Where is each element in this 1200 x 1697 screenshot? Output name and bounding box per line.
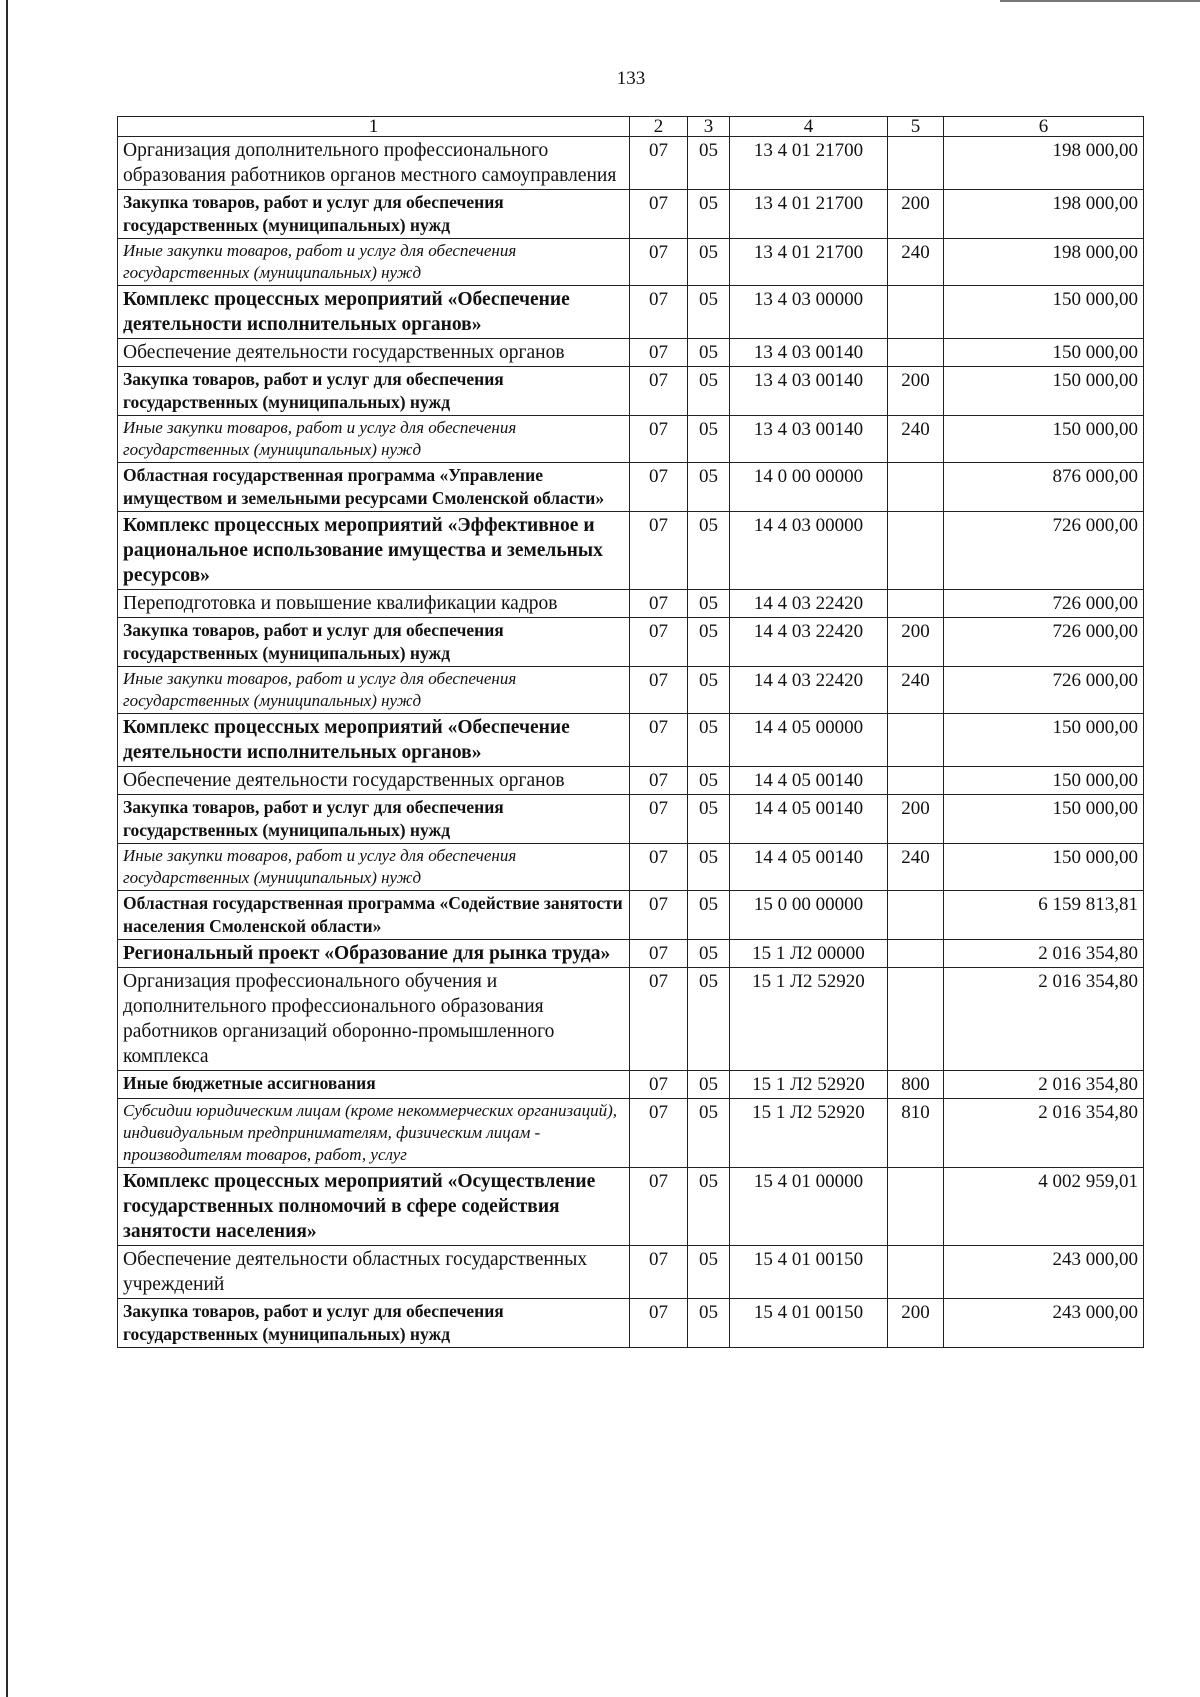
row-target-code: 14 4 03 22420	[730, 667, 888, 714]
row-name: Переподготовка и повышение квалификации кадров	[118, 590, 630, 618]
row-name: Региональный проект «Образование для рынка труда»	[118, 940, 630, 968]
row-expense-type	[888, 339, 944, 367]
row-amount: 4 002 959,01	[944, 1168, 1144, 1246]
row-target-code: 13 4 03 00140	[730, 339, 888, 367]
column-header: 1	[118, 117, 630, 137]
row-expense-type: 240	[888, 416, 944, 463]
row-subsection-code: 05	[688, 618, 730, 667]
row-section-code: 07	[630, 667, 688, 714]
row-target-code: 13 4 03 00140	[730, 416, 888, 463]
row-name: Комплекс процессных мероприятий «Эффективное и рациональное использование имущества и земельных ресурсов»	[118, 512, 630, 590]
row-subsection-code: 05	[688, 590, 730, 618]
row-expense-type: 810	[888, 1099, 944, 1168]
row-section-code: 07	[630, 239, 688, 286]
row-section-code: 07	[630, 1168, 688, 1246]
row-name: Иные закупки товаров, работ и услуг для обеспечения государственных (муниципальных) нужд	[118, 667, 630, 714]
table-row	[118, 1071, 1144, 1099]
row-section-code: 07	[630, 1299, 688, 1348]
row-expense-type	[888, 767, 944, 795]
table-row	[118, 239, 1144, 286]
column-header: 5	[888, 117, 944, 137]
row-amount: 6 159 813,81	[944, 891, 1144, 940]
row-subsection-code: 05	[688, 1299, 730, 1348]
row-section-code: 07	[630, 286, 688, 339]
row-amount: 2 016 354,80	[944, 940, 1144, 968]
row-amount: 243 000,00	[944, 1299, 1144, 1348]
row-expense-type	[888, 512, 944, 590]
table-row	[118, 339, 1144, 367]
table-row	[118, 190, 1144, 239]
row-section-code: 07	[630, 891, 688, 940]
row-target-code: 13 4 01 21700	[730, 137, 888, 190]
row-target-code: 15 0 00 00000	[730, 891, 888, 940]
row-amount: 150 000,00	[944, 795, 1144, 844]
table-row	[118, 714, 1144, 767]
row-amount: 150 000,00	[944, 339, 1144, 367]
row-amount: 726 000,00	[944, 590, 1144, 618]
row-name: Иные закупки товаров, работ и услуг для обеспечения государственных (муниципальных) нужд	[118, 239, 630, 286]
table-header-row	[118, 117, 1144, 137]
row-section-code: 07	[630, 968, 688, 1071]
row-expense-type	[888, 940, 944, 968]
column-header: 2	[630, 117, 688, 137]
row-expense-type	[888, 1168, 944, 1246]
row-amount: 150 000,00	[944, 844, 1144, 891]
row-expense-type: 240	[888, 667, 944, 714]
row-amount: 2 016 354,80	[944, 1071, 1144, 1099]
row-name: Комплекс процессных мероприятий «Обеспечение деятельности исполнительных органов»	[118, 714, 630, 767]
row-expense-type: 200	[888, 1299, 944, 1348]
table-row	[118, 367, 1144, 416]
row-name: Закупка товаров, работ и услуг для обеспечения государственных (муниципальных) нужд	[118, 367, 630, 416]
row-amount: 726 000,00	[944, 512, 1144, 590]
row-subsection-code: 05	[688, 239, 730, 286]
row-subsection-code: 05	[688, 137, 730, 190]
row-section-code: 07	[630, 844, 688, 891]
row-name: Закупка товаров, работ и услуг для обеспечения государственных (муниципальных) нужд	[118, 795, 630, 844]
row-target-code: 15 1 Л2 00000	[730, 940, 888, 968]
row-subsection-code: 05	[688, 286, 730, 339]
table-row	[118, 1099, 1144, 1168]
row-subsection-code: 05	[688, 795, 730, 844]
table-row	[118, 767, 1144, 795]
row-subsection-code: 05	[688, 512, 730, 590]
row-expense-type	[888, 968, 944, 1071]
row-section-code: 07	[630, 714, 688, 767]
row-target-code: 15 1 Л2 52920	[730, 1099, 888, 1168]
row-subsection-code: 05	[688, 367, 730, 416]
row-name: Закупка товаров, работ и услуг для обеспечения государственных (муниципальных) нужд	[118, 190, 630, 239]
row-expense-type: 200	[888, 618, 944, 667]
row-amount: 198 000,00	[944, 137, 1144, 190]
row-expense-type: 200	[888, 367, 944, 416]
row-amount: 150 000,00	[944, 416, 1144, 463]
row-subsection-code: 05	[688, 1168, 730, 1246]
table-row	[118, 416, 1144, 463]
row-amount: 150 000,00	[944, 286, 1144, 339]
row-amount: 726 000,00	[944, 667, 1144, 714]
table-row	[118, 968, 1144, 1071]
row-name: Обеспечение деятельности государственных органов	[118, 339, 630, 367]
row-target-code: 14 4 05 00000	[730, 714, 888, 767]
row-section-code: 07	[630, 512, 688, 590]
row-expense-type: 200	[888, 795, 944, 844]
row-section-code: 07	[630, 367, 688, 416]
page-number: 133	[616, 68, 646, 89]
row-section-code: 07	[630, 137, 688, 190]
row-section-code: 07	[630, 618, 688, 667]
row-amount: 150 000,00	[944, 367, 1144, 416]
table-row	[118, 618, 1144, 667]
row-amount: 876 000,00	[944, 463, 1144, 512]
table-row	[118, 1168, 1144, 1246]
row-name: Иные бюджетные ассигнования	[118, 1071, 630, 1099]
row-subsection-code: 05	[688, 1099, 730, 1168]
table-row	[118, 667, 1144, 714]
row-target-code: 14 4 03 00000	[730, 512, 888, 590]
table-row	[118, 795, 1144, 844]
row-target-code: 14 4 05 00140	[730, 795, 888, 844]
row-section-code: 07	[630, 1099, 688, 1168]
row-name: Организация профессионального обучения и дополнительного профессионального образования работников организаций оборонно-промышленного комплекса	[118, 968, 630, 1071]
row-amount: 150 000,00	[944, 767, 1144, 795]
row-subsection-code: 05	[688, 1246, 730, 1299]
scan-edge	[6, 0, 8, 1697]
row-amount: 726 000,00	[944, 618, 1144, 667]
row-target-code: 13 4 03 00000	[730, 286, 888, 339]
table-row	[118, 940, 1144, 968]
row-target-code: 13 4 01 21700	[730, 190, 888, 239]
row-target-code: 15 1 Л2 52920	[730, 1071, 888, 1099]
row-subsection-code: 05	[688, 1071, 730, 1099]
row-expense-type: 200	[888, 190, 944, 239]
row-expense-type: 240	[888, 844, 944, 891]
table-row	[118, 512, 1144, 590]
budget-table	[117, 116, 1144, 1348]
row-target-code: 14 4 05 00140	[730, 767, 888, 795]
row-name: Иные закупки товаров, работ и услуг для обеспечения государственных (муниципальных) нужд	[118, 416, 630, 463]
row-subsection-code: 05	[688, 339, 730, 367]
table-row	[118, 1246, 1144, 1299]
table-row	[118, 891, 1144, 940]
row-section-code: 07	[630, 190, 688, 239]
row-target-code: 13 4 03 00140	[730, 367, 888, 416]
row-subsection-code: 05	[688, 844, 730, 891]
row-subsection-code: 05	[688, 940, 730, 968]
row-expense-type	[888, 463, 944, 512]
row-amount: 2 016 354,80	[944, 1099, 1144, 1168]
row-target-code: 15 4 01 00150	[730, 1299, 888, 1348]
row-name: Комплекс процессных мероприятий «Осуществление государственных полномочий в сфере содействия занятости населения»	[118, 1168, 630, 1246]
row-section-code: 07	[630, 1071, 688, 1099]
table-row	[118, 590, 1144, 618]
row-subsection-code: 05	[688, 190, 730, 239]
row-target-code: 15 1 Л2 52920	[730, 968, 888, 1071]
row-expense-type	[888, 1246, 944, 1299]
row-expense-type	[888, 891, 944, 940]
row-section-code: 07	[630, 940, 688, 968]
scan-edge-top	[1000, 0, 1200, 2]
row-name: Организация дополнительного профессионального образования работников органов местного самоуправления	[118, 137, 630, 190]
table-row	[118, 286, 1144, 339]
row-section-code: 07	[630, 339, 688, 367]
row-subsection-code: 05	[688, 891, 730, 940]
row-expense-type	[888, 590, 944, 618]
row-expense-type: 240	[888, 239, 944, 286]
row-amount: 2 016 354,80	[944, 968, 1144, 1071]
row-subsection-code: 05	[688, 667, 730, 714]
row-expense-type	[888, 714, 944, 767]
row-amount: 150 000,00	[944, 714, 1144, 767]
table-row	[118, 844, 1144, 891]
table-row	[118, 1299, 1144, 1348]
row-amount: 198 000,00	[944, 239, 1144, 286]
row-expense-type: 800	[888, 1071, 944, 1099]
row-expense-type	[888, 137, 944, 190]
row-amount: 198 000,00	[944, 190, 1144, 239]
row-target-code: 14 0 00 00000	[730, 463, 888, 512]
row-section-code: 07	[630, 416, 688, 463]
row-subsection-code: 05	[688, 767, 730, 795]
row-subsection-code: 05	[688, 968, 730, 1071]
row-name: Закупка товаров, работ и услуг для обеспечения государственных (муниципальных) нужд	[118, 618, 630, 667]
row-subsection-code: 05	[688, 463, 730, 512]
table-row	[118, 137, 1144, 190]
row-name: Областная государственная программа «Содействие занятости населения Смоленской области»	[118, 891, 630, 940]
column-header: 4	[730, 117, 888, 137]
row-name: Обеспечение деятельности областных государственных учреждений	[118, 1246, 630, 1299]
row-section-code: 07	[630, 590, 688, 618]
row-section-code: 07	[630, 1246, 688, 1299]
row-target-code: 13 4 01 21700	[730, 239, 888, 286]
row-amount: 243 000,00	[944, 1246, 1144, 1299]
row-name: Субсидии юридическим лицам (кроме некоммерческих организаций), индивидуальным предпринимателям, физическим лицам - производителям товаров, работ, услуг	[118, 1099, 630, 1168]
row-subsection-code: 05	[688, 714, 730, 767]
row-target-code: 15 4 01 00000	[730, 1168, 888, 1246]
column-header: 3	[688, 117, 730, 137]
column-header: 6	[944, 117, 1144, 137]
row-name: Закупка товаров, работ и услуг для обеспечения государственных (муниципальных) нужд	[118, 1299, 630, 1348]
row-target-code: 15 4 01 00150	[730, 1246, 888, 1299]
row-target-code: 14 4 03 22420	[730, 590, 888, 618]
row-target-code: 14 4 05 00140	[730, 844, 888, 891]
row-name: Обеспечение деятельности государственных органов	[118, 767, 630, 795]
row-section-code: 07	[630, 767, 688, 795]
row-section-code: 07	[630, 463, 688, 512]
table-row	[118, 463, 1144, 512]
row-name: Областная государственная программа «Управление имуществом и земельными ресурсами Смоленской области»	[118, 463, 630, 512]
row-target-code: 14 4 03 22420	[730, 618, 888, 667]
row-name: Иные закупки товаров, работ и услуг для обеспечения государственных (муниципальных) нужд	[118, 844, 630, 891]
row-expense-type	[888, 286, 944, 339]
row-subsection-code: 05	[688, 416, 730, 463]
row-section-code: 07	[630, 795, 688, 844]
row-name: Комплекс процессных мероприятий «Обеспечение деятельности исполнительных органов»	[118, 286, 630, 339]
